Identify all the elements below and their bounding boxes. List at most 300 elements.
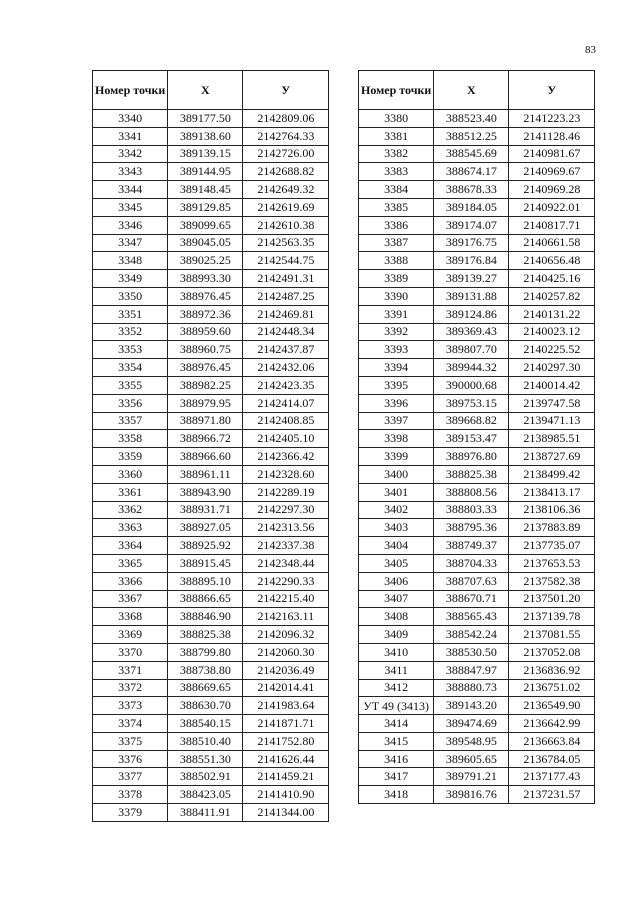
x-coordinate-cell: 388551.30 <box>168 750 243 768</box>
y-coordinate-cell: 2142544.75 <box>243 252 329 270</box>
point-number-cell: 3406 <box>359 572 434 590</box>
table-row <box>359 181 595 199</box>
point-number-cell: 3352 <box>93 323 168 341</box>
table-row <box>359 590 595 608</box>
point-number-cell: 3403 <box>359 519 434 537</box>
y-coordinate-cell: 2136784.05 <box>509 750 595 768</box>
x-coordinate-cell: 388674.17 <box>434 163 509 181</box>
y-coordinate-cell: 2141871.71 <box>243 715 329 733</box>
x-coordinate-cell: 389753.15 <box>434 394 509 412</box>
y-coordinate-cell: 2142408.85 <box>243 412 329 430</box>
x-coordinate-cell: 389944.32 <box>434 359 509 377</box>
table-row <box>359 537 595 555</box>
point-number-header: Номер точки <box>359 71 434 110</box>
x-coordinate-cell: 389548.95 <box>434 732 509 750</box>
y-coordinate-cell: 2142014.41 <box>243 679 329 697</box>
table-row <box>359 110 595 128</box>
point-number-cell: 3384 <box>359 181 434 199</box>
point-number-cell: 3361 <box>93 483 168 501</box>
x-coordinate-cell: 388738.80 <box>168 661 243 679</box>
y-coordinate-cell: 2138985.51 <box>509 430 595 448</box>
table-row <box>93 270 329 288</box>
point-number-cell: 3364 <box>93 537 168 555</box>
y-coordinate-cell: 2140981.67 <box>509 145 595 163</box>
point-number-cell: 3418 <box>359 786 434 804</box>
point-number-cell: 3348 <box>93 252 168 270</box>
point-number-cell: 3375 <box>93 732 168 750</box>
x-coordinate-cell: 388993.30 <box>168 270 243 288</box>
x-coordinate-cell: 389045.05 <box>168 234 243 252</box>
x-coordinate-cell: 388545.69 <box>434 145 509 163</box>
table-row <box>93 323 329 341</box>
x-coordinate-cell: 389791.21 <box>434 768 509 786</box>
x-coordinate-cell: 388803.33 <box>434 501 509 519</box>
point-number-cell: 3402 <box>359 501 434 519</box>
table-row <box>93 412 329 430</box>
x-coordinate-cell: 388895.10 <box>168 572 243 590</box>
point-number-cell: 3379 <box>93 804 168 822</box>
table-row <box>359 234 595 252</box>
table-row <box>359 643 595 661</box>
x-coordinate-cell: 389138.60 <box>168 127 243 145</box>
y-coordinate-cell: 2142313.56 <box>243 519 329 537</box>
table-row <box>359 216 595 234</box>
y-coordinate-cell: 2140131.22 <box>509 305 595 323</box>
y-coordinate-cell: 2137052.08 <box>509 643 595 661</box>
y-coordinate-cell: 2137177.43 <box>509 768 595 786</box>
y-coordinate-cell: 2142414.07 <box>243 394 329 412</box>
table-body-right <box>359 110 595 804</box>
point-number-cell: УТ 49 (3413) <box>359 697 434 715</box>
point-number-cell: 3415 <box>359 732 434 750</box>
x-coordinate-cell: 388971.80 <box>168 412 243 430</box>
x-coordinate-cell: 388411.91 <box>168 804 243 822</box>
x-coordinate-cell: 389176.75 <box>434 234 509 252</box>
point-number-cell: 3349 <box>93 270 168 288</box>
point-number-cell: 3351 <box>93 305 168 323</box>
table-row <box>93 430 329 448</box>
table-row <box>93 163 329 181</box>
x-coordinate-cell: 389174.07 <box>434 216 509 234</box>
point-number-cell: 3343 <box>93 163 168 181</box>
x-coordinate-cell: 388799.80 <box>168 643 243 661</box>
x-coordinate-cell: 390000.68 <box>434 376 509 394</box>
x-coordinate-cell: 388565.43 <box>434 608 509 626</box>
point-number-cell: 3382 <box>359 145 434 163</box>
point-number-cell: 3390 <box>359 287 434 305</box>
y-coordinate-cell: 2140297.30 <box>509 359 595 377</box>
table-row <box>359 305 595 323</box>
table-row <box>359 145 595 163</box>
x-coordinate-cell: 388678.33 <box>434 181 509 199</box>
x-coordinate-cell: 388704.33 <box>434 554 509 572</box>
table-row <box>93 234 329 252</box>
point-number-cell: 3344 <box>93 181 168 199</box>
x-coordinate-cell: 388795.36 <box>434 519 509 537</box>
x-coordinate-cell: 388847.97 <box>434 661 509 679</box>
table-row <box>359 127 595 145</box>
y-coordinate-cell: 2137653.53 <box>509 554 595 572</box>
x-coordinate-cell: 388523.40 <box>434 110 509 128</box>
y-coordinate-cell: 2136642.99 <box>509 715 595 733</box>
point-number-cell: 3371 <box>93 661 168 679</box>
point-number-cell: 3373 <box>93 697 168 715</box>
point-number-cell: 3380 <box>359 110 434 128</box>
table-row <box>359 661 595 679</box>
y-coordinate-cell: 2137231.57 <box>509 786 595 804</box>
x-coordinate-cell: 388966.72 <box>168 430 243 448</box>
table-row <box>359 163 595 181</box>
x-coordinate-cell: 388915.45 <box>168 554 243 572</box>
point-number-cell: 3357 <box>93 412 168 430</box>
point-number-header: Номер точки <box>93 71 168 110</box>
y-coordinate-cell: 2142423.35 <box>243 376 329 394</box>
point-number-cell: 3353 <box>93 341 168 359</box>
y-coordinate-cell: 2142163.11 <box>243 608 329 626</box>
y-coordinate-cell: 2142328.60 <box>243 465 329 483</box>
table-row <box>93 287 329 305</box>
x-coordinate-cell: 388423.05 <box>168 786 243 804</box>
table-row <box>93 110 329 128</box>
x-coordinate-cell: 388966.60 <box>168 448 243 466</box>
point-number-cell: 3372 <box>93 679 168 697</box>
table-row <box>93 465 329 483</box>
y-coordinate-cell: 2136663.84 <box>509 732 595 750</box>
point-number-cell: 3365 <box>93 554 168 572</box>
x-coordinate-cell: 388512.25 <box>434 127 509 145</box>
table-row <box>93 198 329 216</box>
x-coordinate-cell: 388808.56 <box>434 483 509 501</box>
y-coordinate-cell: 2142036.49 <box>243 661 329 679</box>
y-coordinate-cell: 2142764.33 <box>243 127 329 145</box>
table-row <box>93 661 329 679</box>
y-coordinate-cell: 2138413.17 <box>509 483 595 501</box>
point-number-cell: 3368 <box>93 608 168 626</box>
x-coordinate-cell: 388825.38 <box>434 465 509 483</box>
table-row <box>359 376 595 394</box>
y-coordinate-cell: 2142060.30 <box>243 643 329 661</box>
coordinates-table-right <box>358 70 595 804</box>
x-coordinate-cell: 388976.80 <box>434 448 509 466</box>
point-number-cell: 3374 <box>93 715 168 733</box>
table-row <box>93 697 329 715</box>
x-coordinate-cell: 388749.37 <box>434 537 509 555</box>
point-number-cell: 3388 <box>359 252 434 270</box>
y-coordinate-cell: 2137735.07 <box>509 537 595 555</box>
x-coordinate-cell: 388960.75 <box>168 341 243 359</box>
x-coordinate-cell: 389129.85 <box>168 198 243 216</box>
x-coordinate-cell: 388540.15 <box>168 715 243 733</box>
point-number-cell: 3370 <box>93 643 168 661</box>
point-number-cell: 3367 <box>93 590 168 608</box>
table-row <box>93 768 329 786</box>
x-coordinate-cell: 389148.45 <box>168 181 243 199</box>
x-coordinate-cell: 388972.36 <box>168 305 243 323</box>
table-row <box>359 465 595 483</box>
table-row <box>359 270 595 288</box>
y-coordinate-cell: 2142610.38 <box>243 216 329 234</box>
y-coordinate-cell: 2142469.81 <box>243 305 329 323</box>
x-coordinate-cell: 389176.84 <box>434 252 509 270</box>
point-number-cell: 3416 <box>359 750 434 768</box>
x-coordinate-cell: 389816.76 <box>434 786 509 804</box>
x-coordinate-cell: 388630.70 <box>168 697 243 715</box>
table-row <box>359 198 595 216</box>
point-number-cell: 3342 <box>93 145 168 163</box>
y-coordinate-cell: 2140656.48 <box>509 252 595 270</box>
table-row <box>93 252 329 270</box>
x-coordinate-cell: 388925.92 <box>168 537 243 555</box>
x-coordinate-cell: 389139.15 <box>168 145 243 163</box>
x-coordinate-cell: 388846.90 <box>168 608 243 626</box>
y-coordinate-cell: 2142337.38 <box>243 537 329 555</box>
y-coordinate-cell: 2140014.42 <box>509 376 595 394</box>
x-coordinate-cell: 388707.63 <box>434 572 509 590</box>
point-number-cell: 3389 <box>359 270 434 288</box>
table-row <box>359 448 595 466</box>
table-row <box>93 519 329 537</box>
x-coordinate-cell: 388510.40 <box>168 732 243 750</box>
table-row <box>93 341 329 359</box>
y-coordinate-cell: 2142432.06 <box>243 359 329 377</box>
point-number-cell: 3377 <box>93 768 168 786</box>
y-coordinate-cell: 2142405.10 <box>243 430 329 448</box>
x-header: X <box>168 71 243 110</box>
table-row <box>93 804 329 822</box>
table-row <box>359 750 595 768</box>
x-coordinate-cell: 389369.43 <box>434 323 509 341</box>
y-coordinate-cell: 2138106.36 <box>509 501 595 519</box>
table-row <box>93 732 329 750</box>
table-row <box>359 732 595 750</box>
x-coordinate-cell: 388931.71 <box>168 501 243 519</box>
point-number-cell: 3408 <box>359 608 434 626</box>
x-coordinate-cell: 388927.05 <box>168 519 243 537</box>
point-number-cell: 3366 <box>93 572 168 590</box>
y-coordinate-cell: 2137501.20 <box>509 590 595 608</box>
table-row <box>359 501 595 519</box>
table-row <box>359 394 595 412</box>
table-row <box>93 679 329 697</box>
y-coordinate-cell: 2139747.58 <box>509 394 595 412</box>
y-coordinate-cell: 2142448.34 <box>243 323 329 341</box>
y-coordinate-cell: 2141983.64 <box>243 697 329 715</box>
x-coordinate-cell: 389605.65 <box>434 750 509 768</box>
table-row <box>93 750 329 768</box>
point-number-cell: 3378 <box>93 786 168 804</box>
point-number-cell: 3363 <box>93 519 168 537</box>
point-number-cell: 3397 <box>359 412 434 430</box>
y-coordinate-cell: 2137883.89 <box>509 519 595 537</box>
table-row <box>93 394 329 412</box>
point-number-cell: 3392 <box>359 323 434 341</box>
y-coordinate-cell: 2139471.13 <box>509 412 595 430</box>
y-coordinate-cell: 2142437.87 <box>243 341 329 359</box>
x-coordinate-cell: 388976.45 <box>168 359 243 377</box>
table-row <box>93 216 329 234</box>
y-coordinate-cell: 2142487.25 <box>243 287 329 305</box>
x-coordinate-cell: 388880.73 <box>434 679 509 697</box>
table-row <box>359 768 595 786</box>
table-row <box>359 626 595 644</box>
table-row <box>359 519 595 537</box>
table-row <box>359 715 595 733</box>
point-number-cell: 3401 <box>359 483 434 501</box>
table-row <box>93 305 329 323</box>
table-row <box>93 127 329 145</box>
table-row <box>359 608 595 626</box>
point-number-cell: 3346 <box>93 216 168 234</box>
point-number-cell: 3386 <box>359 216 434 234</box>
table-row <box>359 679 595 697</box>
table-row <box>93 448 329 466</box>
point-number-cell: 3394 <box>359 359 434 377</box>
point-number-cell: 3396 <box>359 394 434 412</box>
table-row <box>93 483 329 501</box>
x-coordinate-cell: 389099.65 <box>168 216 243 234</box>
y-header: У <box>509 71 595 110</box>
x-coordinate-cell: 388530.50 <box>434 643 509 661</box>
point-number-cell: 3356 <box>93 394 168 412</box>
point-number-cell: 3345 <box>93 198 168 216</box>
table-row <box>93 554 329 572</box>
table-row <box>93 359 329 377</box>
point-number-cell: 3341 <box>93 127 168 145</box>
y-coordinate-cell: 2142619.69 <box>243 198 329 216</box>
point-number-cell: 3369 <box>93 626 168 644</box>
point-number-cell: 3359 <box>93 448 168 466</box>
table-row <box>93 715 329 733</box>
y-coordinate-cell: 2142491.31 <box>243 270 329 288</box>
y-coordinate-cell: 2142290.33 <box>243 572 329 590</box>
table-row <box>93 376 329 394</box>
x-coordinate-cell: 388825.38 <box>168 626 243 644</box>
table-row <box>93 643 329 661</box>
point-number-cell: 3362 <box>93 501 168 519</box>
table-row <box>359 359 595 377</box>
x-coordinate-cell: 389153.47 <box>434 430 509 448</box>
y-coordinate-cell: 2141410.90 <box>243 786 329 804</box>
table-row <box>359 323 595 341</box>
y-coordinate-cell: 2140969.67 <box>509 163 595 181</box>
point-number-cell: 3383 <box>359 163 434 181</box>
x-coordinate-cell: 388961.11 <box>168 465 243 483</box>
y-coordinate-cell: 2140969.28 <box>509 181 595 199</box>
y-coordinate-cell: 2137139.78 <box>509 608 595 626</box>
y-coordinate-cell: 2140425.16 <box>509 270 595 288</box>
point-number-cell: 3393 <box>359 341 434 359</box>
table-row <box>93 537 329 555</box>
table-row <box>93 786 329 804</box>
y-coordinate-cell: 2141459.21 <box>243 768 329 786</box>
table-row <box>93 145 329 163</box>
x-coordinate-cell: 388982.25 <box>168 376 243 394</box>
point-number-cell: 3404 <box>359 537 434 555</box>
y-coordinate-cell: 2142215.40 <box>243 590 329 608</box>
x-coordinate-cell: 389139.27 <box>434 270 509 288</box>
table-row <box>93 181 329 199</box>
y-coordinate-cell: 2136751.02 <box>509 679 595 697</box>
x-coordinate-cell: 388669.65 <box>168 679 243 697</box>
table-row <box>93 501 329 519</box>
point-number-cell: 3411 <box>359 661 434 679</box>
y-coordinate-cell: 2142348.44 <box>243 554 329 572</box>
y-coordinate-cell: 2142649.32 <box>243 181 329 199</box>
point-number-cell: 3354 <box>93 359 168 377</box>
x-coordinate-cell: 389025.25 <box>168 252 243 270</box>
point-number-cell: 3355 <box>93 376 168 394</box>
y-coordinate-cell: 2140225.52 <box>509 341 595 359</box>
y-coordinate-cell: 2142726.00 <box>243 145 329 163</box>
x-coordinate-cell: 389143.20 <box>434 697 509 715</box>
x-coordinate-cell: 388943.90 <box>168 483 243 501</box>
y-coordinate-cell: 2140661.58 <box>509 234 595 252</box>
point-number-cell: 3358 <box>93 430 168 448</box>
x-coordinate-cell: 388670.71 <box>434 590 509 608</box>
y-coordinate-cell: 2140817.71 <box>509 216 595 234</box>
y-coordinate-cell: 2136836.92 <box>509 661 595 679</box>
y-coordinate-cell: 2138499.42 <box>509 465 595 483</box>
x-coordinate-cell: 388959.60 <box>168 323 243 341</box>
y-coordinate-cell: 2141128.46 <box>509 127 595 145</box>
y-coordinate-cell: 2141223.23 <box>509 110 595 128</box>
table-row <box>359 252 595 270</box>
x-coordinate-cell: 388976.45 <box>168 287 243 305</box>
point-number-cell: 3399 <box>359 448 434 466</box>
y-coordinate-cell: 2142688.82 <box>243 163 329 181</box>
table-row <box>359 572 595 590</box>
y-coordinate-cell: 2140023.12 <box>509 323 595 341</box>
table-row <box>359 483 595 501</box>
x-coordinate-cell: 389668.82 <box>434 412 509 430</box>
point-number-cell: 3360 <box>93 465 168 483</box>
y-coordinate-cell: 2137582.38 <box>509 572 595 590</box>
y-coordinate-cell: 2140922.01 <box>509 198 595 216</box>
x-coordinate-cell: 388502.91 <box>168 768 243 786</box>
y-coordinate-cell: 2141626.44 <box>243 750 329 768</box>
y-coordinate-cell: 2137081.55 <box>509 626 595 644</box>
table-row <box>359 786 595 804</box>
point-number-cell: 3405 <box>359 554 434 572</box>
header-row <box>359 71 595 110</box>
point-number-cell: 3409 <box>359 626 434 644</box>
x-coordinate-cell: 389184.05 <box>434 198 509 216</box>
y-coordinate-cell: 2142366.42 <box>243 448 329 466</box>
y-coordinate-cell: 2142809.06 <box>243 110 329 128</box>
point-number-cell: 3340 <box>93 110 168 128</box>
point-number-cell: 3395 <box>359 376 434 394</box>
point-number-cell: 3385 <box>359 198 434 216</box>
table-row <box>93 572 329 590</box>
x-coordinate-cell: 388542.24 <box>434 626 509 644</box>
header-row <box>93 71 329 110</box>
y-coordinate-cell: 2138727.69 <box>509 448 595 466</box>
table-row <box>359 341 595 359</box>
table-row <box>93 608 329 626</box>
point-number-cell: 3417 <box>359 768 434 786</box>
coordinates-table-left <box>92 70 329 822</box>
y-coordinate-cell: 2136549.90 <box>509 697 595 715</box>
x-header: X <box>434 71 509 110</box>
point-number-cell: 3387 <box>359 234 434 252</box>
y-coordinate-cell: 2142297.30 <box>243 501 329 519</box>
y-coordinate-cell: 2142563.35 <box>243 234 329 252</box>
point-number-cell: 3407 <box>359 590 434 608</box>
y-coordinate-cell: 2141344.00 <box>243 804 329 822</box>
x-coordinate-cell: 389807.70 <box>434 341 509 359</box>
y-header: У <box>243 71 329 110</box>
table-row <box>359 430 595 448</box>
